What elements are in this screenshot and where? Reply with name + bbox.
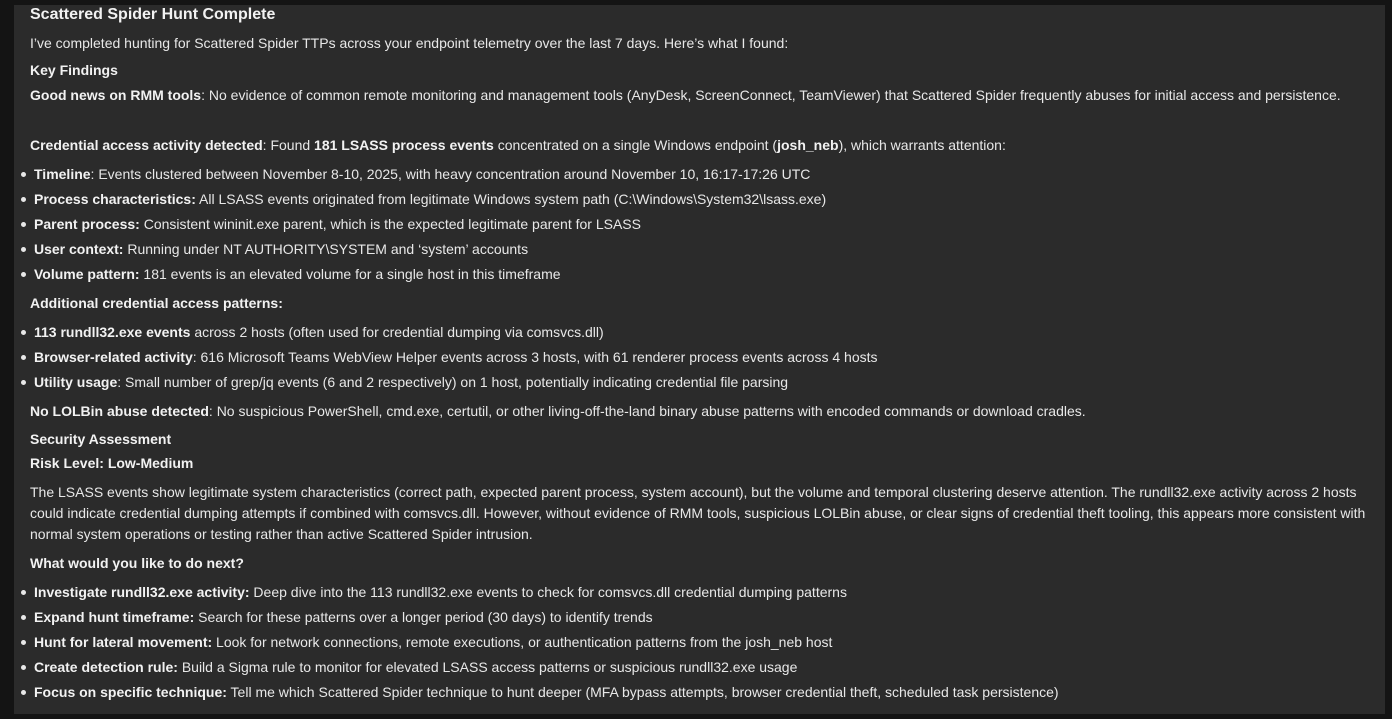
rmm-text: : No evidence of common remote monitoring and management tools (AnyDesk, ScreenConnect, TeamViewer) that Scattered Spider frequently abuses for initial access and persistence.: [201, 87, 1341, 103]
list-item: [34, 657, 797, 678]
cred-text-c: ), which warrants attention:: [838, 137, 1006, 153]
bullet-label: Hunt for lateral movement:: [34, 634, 213, 650]
cred-text-a: : Found: [262, 137, 315, 153]
bullet-text: All LSASS events originated from legitimate Windows system path (C:\Windows\System32\lsass.exe): [195, 191, 827, 207]
bullet-label: User context:: [34, 241, 124, 257]
next-steps-heading: What would you like to do next?: [30, 555, 244, 571]
cred-text-b: concentrated on a single Windows endpoint (: [493, 137, 778, 153]
cred-count: 181 LSASS process events: [314, 137, 494, 153]
risk-level: Risk Level: Low-Medium: [30, 455, 194, 471]
bullet-label: Focus on specific technique:: [34, 684, 227, 700]
list-item: [34, 214, 641, 235]
bullet-label: Investigate rundll32.exe activity:: [34, 584, 250, 600]
bullet-text: Consistent wininit.exe parent, which is the expected legitimate parent for LSASS: [139, 216, 641, 232]
lolbin-text: : No suspicious PowerShell, cmd.exe, certutil, or other living-off-the-land binary abuse patterns with encoded commands or download cradles.: [208, 403, 1086, 419]
key-findings-heading: Key Findings: [30, 62, 118, 78]
assessment-text: The LSASS events show legitimate system characteristics (correct path, expected parent process, system account), but the volume and temporal clustering deserve attention. The rundll32.exe activity across 2 hosts could indicate credential dumping attempts if combined with comsvcs.dll. However, without evidence of RMM tools, suspicious LOLBin abuse, or clear signs of credential theft tooling, this appears more consistent with normal system operations or testing rather than active Scattered Spider intrusion.: [30, 484, 1366, 542]
bullet-text: across 2 hosts (often used for credential dumping via comsvcs.dll): [190, 324, 604, 340]
list-item: [34, 264, 561, 285]
bullet-text: : 616 Microsoft Teams WebView Helper events across 3 hosts, with 61 renderer process events across 4 hosts: [192, 349, 878, 365]
bullet-label: Volume pattern:: [34, 266, 140, 282]
cred-host: josh_neb: [777, 137, 839, 153]
list-item: [34, 582, 847, 603]
bullet-text: Running under NT AUTHORITY\SYSTEM and ‘system’ accounts: [123, 241, 529, 257]
list-item: [34, 682, 1059, 703]
bullet-text: Look for network connections, remote executions, or authentication patterns from the josh_neb host: [212, 634, 833, 650]
list-item: [34, 607, 653, 628]
bullet-label: 113 rundll32.exe events: [34, 324, 191, 340]
credential-finding: [30, 135, 1371, 156]
bullet-label: Expand hunt timeframe:: [34, 609, 195, 625]
list-item: [34, 322, 604, 343]
additional-heading: Additional credential access patterns:: [30, 295, 283, 311]
list-item: [34, 372, 788, 393]
list-item: [34, 347, 878, 368]
bullet-label: Timeline: [34, 166, 91, 182]
bullet-text: : Events clustered between November 8-10, 2025, with heavy concentration around November 10, 16:17-17:26 UTC: [90, 166, 811, 182]
rmm-finding: [30, 85, 1371, 106]
rmm-label: Good news on RMM tools: [30, 87, 202, 103]
bullet-text: 181 events is an elevated volume for a single host in this timeframe: [139, 266, 561, 282]
list-item: [34, 632, 832, 653]
bullet-label: Process characteristics:: [34, 191, 196, 207]
bullet-text: : Small number of grep/jq events (6 and 2 respectively) on 1 host, potentially indicating credential file parsing: [117, 374, 789, 390]
bullet-label: Utility usage: [34, 374, 118, 390]
list-item: [34, 164, 810, 185]
cred-label: Credential access activity detected: [30, 137, 263, 153]
assessment-heading: Security Assessment: [30, 431, 172, 447]
bullet-label: Create detection rule:: [34, 659, 178, 675]
bullet-text: Search for these patterns over a longer period (30 days) to identify trends: [194, 609, 653, 625]
response-title: Scattered Spider Hunt Complete: [30, 6, 276, 23]
bullet-text: Build a Sigma rule to monitor for elevated LSASS access patterns or suspicious rundll32.exe usage: [177, 659, 798, 675]
lolbin-label: No LOLBin abuse detected: [30, 403, 209, 419]
bullet-label: Browser-related activity: [34, 349, 193, 365]
bullet-text: Deep dive into the 113 rundll32.exe events to check for comsvcs.dll credential dumping patterns: [249, 584, 847, 600]
intro-text: I’ve completed hunting for Scattered Spider TTPs across your endpoint telemetry over the last 7 days. Here’s what I found:: [30, 35, 789, 51]
bullet-label: Parent process:: [34, 216, 140, 232]
chat-response-panel: [14, 5, 1385, 714]
lolbin-finding: [30, 401, 1371, 422]
list-item: [34, 189, 826, 210]
bullet-text: Tell me which Scattered Spider technique to hunt deeper (MFA bypass attempts, browser credential theft, scheduled task persistence): [226, 684, 1059, 700]
list-item: [34, 239, 528, 260]
